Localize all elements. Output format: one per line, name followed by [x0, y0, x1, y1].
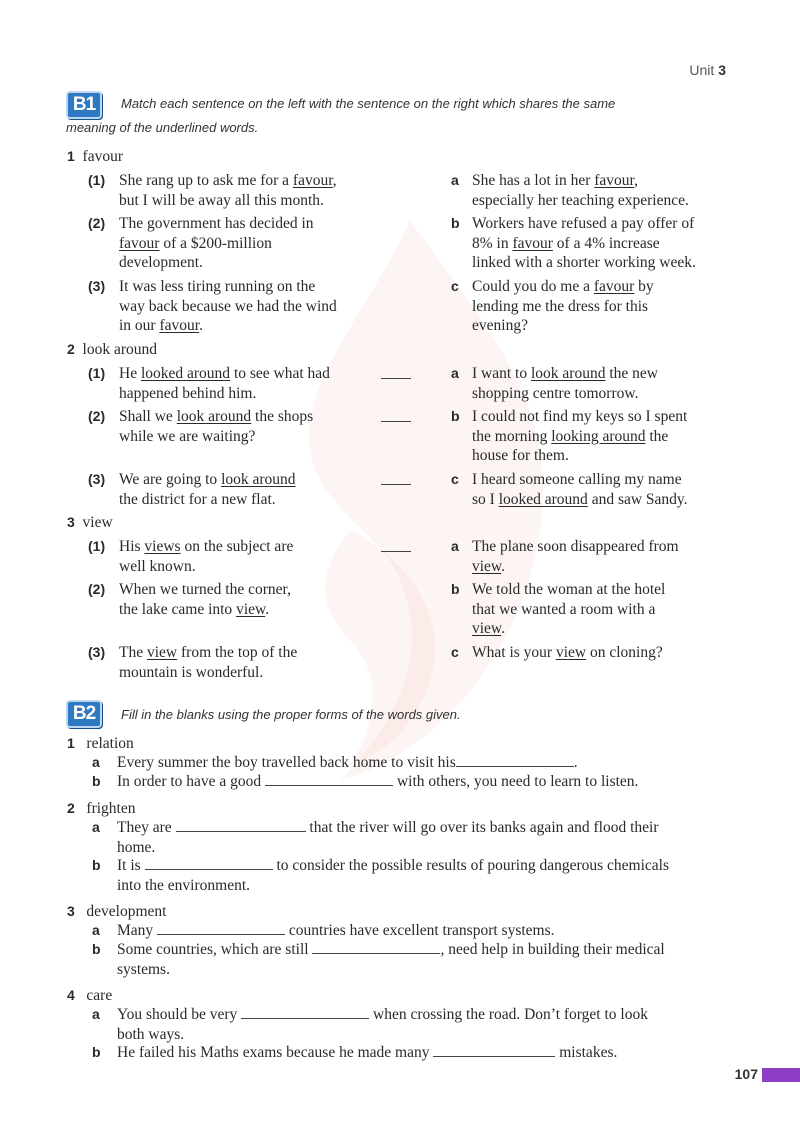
group-number: 2 — [67, 341, 75, 357]
b1-badge: B1 — [66, 91, 102, 119]
b1-group-heading — [67, 147, 123, 167]
item-label: (1) — [88, 538, 106, 554]
item-label: (2) — [88, 581, 106, 597]
underlined-word: view — [555, 644, 587, 661]
fill-blank[interactable] — [241, 1018, 369, 1019]
answer-blank[interactable] — [381, 421, 411, 422]
b1-right-item: a She has a lot in her favour, especially her teaching experience. — [451, 172, 689, 209]
item-number: 1 — [67, 735, 75, 751]
item-label: (3) — [88, 644, 106, 660]
item-label: (2) — [88, 215, 106, 231]
group-word: favour — [82, 148, 123, 165]
underlined-word: favour — [159, 317, 200, 334]
sentence-label: b — [92, 941, 101, 957]
item-label: c — [451, 471, 459, 487]
sentence-label: b — [92, 857, 101, 873]
group-number: 1 — [67, 148, 75, 164]
underlined-word: favour — [593, 278, 635, 295]
b2-sentence: b Some countries, which are still , need help in building their medical systems. — [92, 941, 665, 978]
answer-blank[interactable] — [381, 378, 411, 379]
item-label: (1) — [88, 365, 106, 381]
b1-left-item: (3) It was less tiring running on the way back because we had the wind in our favour. — [88, 278, 337, 334]
underlined-word: views — [144, 538, 181, 555]
underlined-word: favour — [594, 172, 635, 189]
b1-left-item: (2) The government has decided in favour of a $200-million development. — [88, 215, 314, 271]
answer-blank[interactable] — [381, 551, 411, 552]
underlined-word: view — [472, 557, 502, 575]
item-label: (1) — [88, 172, 106, 188]
b1-group-heading — [67, 513, 113, 533]
underlined-word: look around — [530, 365, 606, 382]
b1-left-item: (2) Shall we look around the shops while we are waiting? — [88, 408, 314, 445]
b1-instruction-line1: Match each sentence on the left with the sentence on the right which shares the same — [121, 96, 616, 111]
underlined-word: favour — [119, 234, 160, 252]
item-label: (2) — [88, 408, 106, 424]
b2-sentence: a They are that the river will go over its banks again and flood their home. — [92, 819, 659, 856]
b1-right-item: b Workers have refused a pay offer of 8% in favour of a 4% increase linked with a shorter working week. — [451, 215, 696, 271]
page-accent-bar — [762, 1068, 800, 1082]
fill-blank[interactable] — [145, 869, 273, 870]
unit-number: 3 — [718, 62, 726, 78]
b1-left-item: (1) He looked around to see what had happened behind him. — [88, 365, 330, 402]
item-word: development — [86, 903, 167, 920]
underlined-word: favour — [512, 234, 553, 252]
b1-right-item: b We told the woman at the hotel that we wanted a room with a view. — [451, 581, 666, 637]
sentence-label: b — [92, 773, 101, 789]
item-label: a — [451, 538, 459, 554]
underlined-word: view — [236, 600, 266, 618]
item-label: (3) — [88, 278, 106, 294]
underlined-word: looked around — [140, 365, 231, 382]
b2-instruction: Fill in the blanks using the proper forms of the words given. — [121, 707, 461, 722]
item-label: (3) — [88, 471, 106, 487]
b2-item-heading — [67, 986, 112, 1006]
sentence-label: a — [92, 754, 100, 770]
fill-blank[interactable] — [433, 1056, 555, 1057]
item-label: b — [451, 215, 460, 231]
b1-right-item: b I could not find my keys so I spent the morning looking around the house for them. — [451, 408, 688, 464]
group-word: look around — [82, 341, 158, 358]
sentence-label: a — [92, 819, 100, 835]
b2-badge: B2 — [66, 700, 102, 728]
item-number: 2 — [67, 800, 75, 816]
item-label: b — [451, 408, 460, 424]
fill-blank[interactable] — [265, 785, 393, 786]
b2-sentence: a Every summer the boy travelled back home to visit his . — [92, 754, 578, 771]
fill-blank[interactable] — [312, 953, 440, 954]
b1-left-item: (1) She rang up to ask me for a favour, but I will be away all this month. — [88, 172, 337, 209]
answer-blank[interactable] — [381, 484, 411, 485]
b2-sentence: a You should be very when crossing the road. Don’t forget to look both ways. — [92, 1006, 648, 1043]
underlined-word: look around — [221, 471, 296, 488]
b1-group-heading — [67, 340, 157, 360]
b2-item-heading — [67, 902, 166, 922]
b1-right-item: a The plane soon disappeared from view. — [451, 538, 679, 575]
b2-sentence: b It is to consider the possible results of pouring dangerous chemicals into the environment. — [92, 857, 670, 894]
b2-sentence: b He failed his Maths exams because he made many mistakes. — [92, 1044, 618, 1061]
fill-blank[interactable] — [176, 831, 306, 832]
b1-left-item: (2) When we turned the corner, the lake came into view. — [88, 581, 291, 618]
item-label: a — [451, 172, 459, 188]
sentence-label: a — [92, 922, 100, 938]
b2-item-heading — [67, 734, 134, 754]
unit-label-text: Unit — [689, 62, 715, 78]
sentence-label: a — [92, 1006, 100, 1022]
item-number: 4 — [67, 987, 75, 1003]
underlined-word: looking around — [551, 427, 646, 445]
b1-right-item: c Could you do me a favour by lending me the dress for this evening? — [451, 278, 654, 334]
b1-right-item: a I want to look around the new shopping centre tomorrow. — [451, 365, 658, 402]
b2-sentence: a Many countries have excellent transport systems. — [92, 922, 555, 939]
b2-item-heading — [67, 799, 136, 819]
b1-instruction-line2: meaning of the underlined words. — [66, 120, 259, 135]
item-label: b — [451, 581, 460, 597]
underlined-word: view — [146, 644, 178, 661]
item-number: 3 — [67, 903, 75, 919]
b1-left-item: (3) The view from the top of the mountain is wonderful. — [88, 644, 298, 681]
underlined-word: favour — [292, 172, 333, 189]
b1-right-item: c I heard someone calling my name so I looked around and saw Sandy. — [451, 471, 688, 508]
sentence-label: b — [92, 1044, 101, 1060]
fill-blank[interactable] — [157, 934, 285, 935]
underlined-word: look around — [176, 408, 252, 425]
item-label: c — [451, 644, 459, 660]
item-word: frighten — [86, 800, 136, 817]
b1-left-item: (3) We are going to look around the district for a new flat. — [88, 471, 296, 508]
unit-label — [689, 62, 726, 78]
page-number: 107 — [734, 1066, 758, 1082]
fill-blank[interactable] — [456, 766, 574, 767]
underlined-word: looked around — [498, 490, 588, 508]
item-word: care — [86, 987, 113, 1004]
b1-left-item: (1) His views on the subject are well known. — [88, 538, 294, 575]
item-word: relation — [86, 735, 134, 752]
group-number: 3 — [67, 514, 75, 530]
group-word: view — [82, 514, 113, 531]
b2-sentence: b In order to have a good with others, you need to learn to listen. — [92, 773, 639, 790]
item-label: c — [451, 278, 459, 294]
underlined-word: view — [472, 620, 502, 637]
item-label: a — [451, 365, 459, 381]
b1-right-item: c What is your view on cloning? — [451, 644, 663, 661]
